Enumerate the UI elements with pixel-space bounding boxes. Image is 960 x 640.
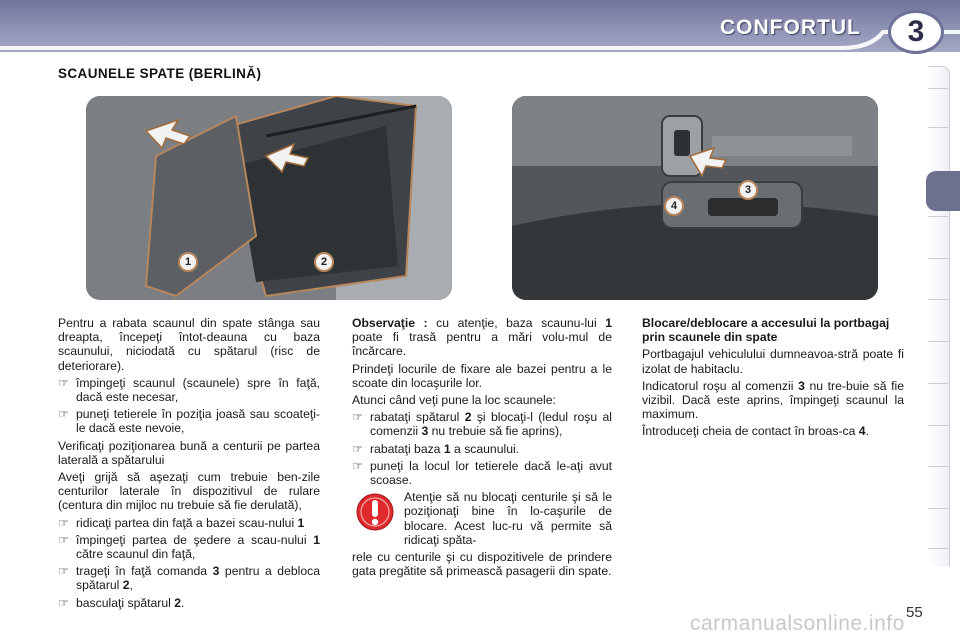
list-item-text [76,596,320,610]
warning-box [352,490,612,578]
pointing-hand-icon: ☞ [58,564,69,579]
list-item [352,410,612,438]
trunk-lock-photo [512,96,878,300]
figure-callout-2: 2 [314,252,334,272]
reference-number: 2 [174,595,182,610]
reference-number: 4 [858,424,866,439]
text-run: către scaunul din faţă, [76,547,196,562]
list-item-text [76,533,320,561]
pointing-hand-icon: ☞ [352,441,363,456]
text-column-2 [352,316,612,581]
list-item [58,533,320,561]
paragraph: Aveţi grijă să aşezaţi cum trebuie ben-zile centurilor laterale în dispozitivul de rulare (centura din mijloc nu trebuie să fie derulată), [58,470,320,513]
reference-number: 2 [464,410,472,425]
reference-number: 1 [313,532,320,547]
text-run: trageţi în faţă comanda [76,564,213,579]
figure-callout-3: 3 [738,180,758,200]
figure-callout-4: 4 [664,196,684,216]
text-run: . [181,595,185,610]
text-run: , [129,578,133,593]
tab-divider [928,466,948,467]
list-item-text: puneţi la locul lor tetierele dacă le-aţi avut scoase. [370,458,612,488]
paragraph: Prindeţi locurile de fixare ale bazei pentru a le scoate din locaşurile lor. [352,361,612,390]
reference-number: 3 [212,564,220,579]
reference-number: 2 [122,578,130,593]
text-run: nu tre-buie să fie vizibil. Dacă este aprins, împingeţi scaunul la maximum. [642,378,905,422]
text-run: nu trebuie să fie aprins), [428,424,563,439]
text-run: Indicatorul roşu al comenzii [642,378,799,393]
watermark: carmanualsonline.info [690,612,905,635]
text-column-1 [58,316,320,613]
tab-divider [928,548,948,549]
warning-text-bottom: rele cu centurile şi cu dispozitivele de prindere gata pregătite să primească pasagerii din spate. [352,550,612,579]
chapter-number-badge: 3 [888,10,944,54]
page-number: 55 [906,604,923,621]
tab-divider [928,258,948,259]
reference-number: 1 [443,441,451,456]
trunk-lock-illustration [512,96,878,300]
list-item-text [370,442,612,456]
subsection-heading-text: Blocare/deblocare a accesului la portbagaj prin scaunele din spate [642,316,890,345]
rear-seat-illustration [86,96,452,300]
reference-number: 3 [421,424,429,439]
paragraph: Pentru a rabata scaunul din spate stânga sau dreapta, începeţi întot-deauna cu baza scaunului, niciodată cu spătarul (risc de deteriorare). [58,316,320,373]
paragraph [642,424,904,438]
tab-divider [928,508,948,509]
text-run: rabataţi baza [370,441,444,456]
paragraph: Verificaţi poziţionarea bună a centurii pe partea laterală a spătarului [58,438,320,467]
list-item [58,596,320,610]
chapter-title: CONFORTUL [720,16,861,39]
tab-divider [928,216,948,217]
text-run: şi blocaţi-l (ledul roşu al comenzii [370,410,612,439]
text-run: Întroduceţi cheia de contact în broas-ca [642,424,859,439]
pointing-hand-icon: ☞ [58,375,69,390]
warning-exclamation-icon [356,493,394,531]
list-item-text [76,564,320,592]
reference-number: 1 [297,515,305,530]
text-run: . [865,424,869,439]
text-run: a scaunului. [450,441,520,456]
warning-text-top: Atenţie să nu blocaţi centurile şi să le poziţionaţi bine în lo-caşurile de blocare. Acest luc-ru vă permite să ridicaţi spăta- [404,490,612,547]
subsection-heading [642,316,904,344]
paragraph [642,379,904,422]
pointing-hand-icon: ☞ [58,407,69,422]
observation-paragraph [352,316,612,359]
pointing-hand-icon: ☞ [58,515,69,530]
list-item [58,516,320,530]
list-item [352,442,612,456]
tab-divider [928,127,948,128]
text-run: poate fi trasă pentru a mări volu-mul de încărcare. [352,330,612,359]
tab-divider [928,341,948,342]
list-item-text: împingeţi scaunul (scaunele) spre în faţă, dacă este necesar, [76,375,320,405]
text-run: basculaţi spătarul [76,595,175,610]
text-column-3 [642,316,904,442]
pointing-hand-icon: ☞ [352,410,363,425]
list-item [352,459,612,487]
list-item [58,564,320,592]
list-item [58,376,320,404]
tab-divider [928,299,948,300]
text-run: împingeţi partea de şedere a scau-nului [76,532,314,547]
list-item [58,407,320,435]
tab-divider [928,425,948,426]
tab-divider [928,88,948,89]
pointing-hand-icon: ☞ [58,532,69,547]
tab-divider [928,383,948,384]
figure-callout-1: 1 [178,252,198,272]
reference-number: 3 [798,378,805,393]
list-item-text [370,410,612,438]
reference-number: 1 [605,316,613,330]
rear-seat-folding-photo [86,96,452,300]
chapter-tab-active[interactable] [926,171,960,211]
list-item-text: puneţi tetierele în poziţia joasă sau scoateţi-le dacă este nevoie, [76,407,320,436]
list-item-text [76,516,320,530]
observation-label: Observaţie : [352,316,428,330]
text-run: cu atenţie, baza scaunu-lui [427,316,606,330]
chapter-tab-rail [928,66,950,566]
pointing-hand-icon: ☞ [58,595,69,610]
pointing-hand-icon: ☞ [352,458,363,473]
text-run: pentru a debloca spătarul [76,564,320,593]
text-run: ridicaţi partea din faţă a bazei scau-nului [76,515,298,530]
section-title: SCAUNELE SPATE (BERLINĂ) [58,66,262,81]
text-run: rabataţi spătarul [370,410,465,425]
paragraph: Portbagajul vehiculului dumneavoa-stră poate fi izolat de habitaclu. [642,347,904,376]
paragraph: Atunci când veţi pune la loc scaunele: [352,393,556,408]
